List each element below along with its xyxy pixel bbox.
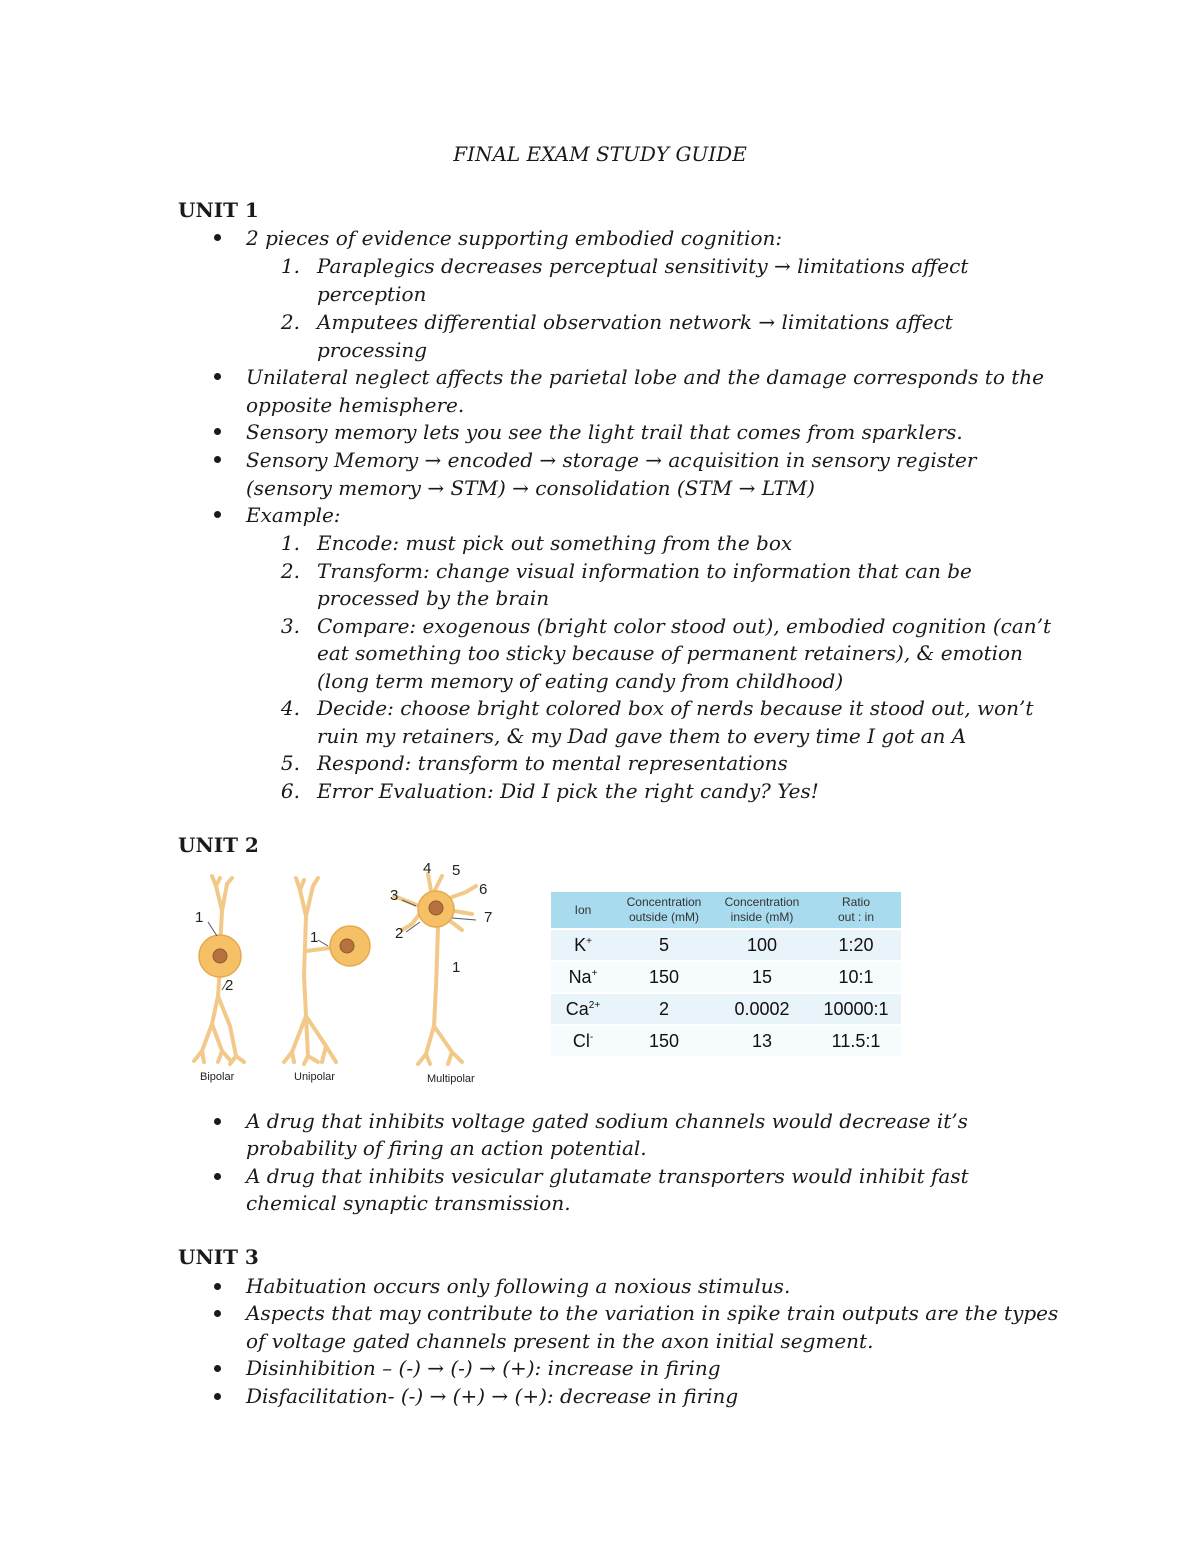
- unit1-bullet-4: Sensory Memory → encoded → storage → acquisition in sensory register: [246, 448, 977, 472]
- list-item-cont: perception: [317, 282, 427, 306]
- diagram-number: 1: [310, 929, 319, 946]
- table-cell: 150: [615, 961, 713, 993]
- list-item: Decide: choose bright colored box of nerds because it stood out, won’t: [317, 696, 1034, 720]
- diagram-number: 2: [395, 925, 404, 942]
- bullet-icon: [214, 1365, 221, 1372]
- bullet-icon: [214, 456, 221, 463]
- page-title: FINAL EXAM STUDY GUIDE: [453, 142, 747, 166]
- unit2-bullet-1: A drug that inhibits voltage gated sodium channels would decrease it’s: [246, 1109, 968, 1133]
- list-item-cont: processed by the brain: [317, 586, 550, 610]
- bullet-icon: [214, 1118, 221, 1125]
- unit1-bullet-1: 2 pieces of evidence supporting embodied cognition:: [246, 226, 783, 250]
- table-header-cell: Concentration outside (mM): [615, 892, 713, 929]
- table-header-row: [551, 892, 901, 929]
- list-item: Compare: exogenous (bright color stood out), embodied cognition (can’t: [317, 614, 1052, 638]
- table-cell: 10000:1: [811, 993, 901, 1025]
- list-item: Error Evaluation: Did I pick the right candy? Yes!: [317, 779, 819, 803]
- multipolar-neuron-illustration: [394, 874, 476, 1064]
- bullet-icon: [214, 1310, 221, 1317]
- table-cell-ion: $Ca^{2+}$: [551, 993, 615, 1025]
- unit2-bullet-1-cont: probability of firing an action potential.: [246, 1136, 647, 1160]
- table-cell: 5: [615, 929, 713, 961]
- unit3-bullet-4: Disfacilitation- (-) → (+) → (+): decrease in firing: [246, 1384, 739, 1408]
- unit1-bullet-4-cont: (sensory memory → STM) → consolidation (STM → LTM): [246, 476, 815, 500]
- table-row: [551, 1025, 901, 1056]
- list-number: 1.: [280, 531, 300, 555]
- list-number: 2.: [280, 559, 300, 583]
- neuron-types-diagram: [180, 856, 500, 1086]
- ion-concentration-table: [551, 892, 901, 1056]
- list-number: 1.: [280, 254, 300, 278]
- table-cell: 2: [615, 993, 713, 1025]
- unit1-bullet-2: Unilateral neglect affects the parietal lobe and the damage corresponds to the: [246, 365, 1044, 389]
- table-row: [551, 929, 901, 961]
- list-item-cont: ruin my retainers, & my Dad gave them to every time I got an A: [317, 724, 967, 748]
- diagram-number: 6: [479, 881, 488, 898]
- unit3-bullet-2: Aspects that may contribute to the variation in spike train outputs are the types: [246, 1301, 1059, 1325]
- unit1-bullet-2-cont: opposite hemisphere.: [246, 393, 465, 417]
- diagram-label-bipolar: Bipolar: [200, 1071, 235, 1083]
- table-cell: 13: [713, 1025, 811, 1056]
- table-cell: 10:1: [811, 961, 901, 993]
- unit-2-heading: UNIT 2: [178, 833, 259, 857]
- diagram-label-multipolar: Multipolar: [427, 1073, 475, 1085]
- list-item-cont: processing: [317, 338, 428, 362]
- table-header-cell: Ratio out : in: [811, 892, 901, 929]
- table-cell: 100: [713, 929, 811, 961]
- bullet-icon: [214, 511, 221, 518]
- diagram-label-unipolar: Unipolar: [294, 1071, 335, 1083]
- unit3-bullet-2-cont: of voltage gated channels present in the axon initial segment.: [246, 1329, 874, 1353]
- unit-3-heading: UNIT 3: [178, 1245, 259, 1269]
- unit-1-heading: UNIT 1: [178, 198, 259, 222]
- unipolar-neuron-illustration: [284, 878, 370, 1064]
- unit2-bullet-2: A drug that inhibits vesicular glutamate transporters would inhibit fast: [246, 1164, 969, 1188]
- diagram-number: 3: [390, 887, 399, 904]
- table-cell-ion: Cl-: [551, 1025, 615, 1056]
- list-item: Transform: change visual information to information that can be: [317, 559, 972, 583]
- bullet-icon: [214, 1173, 221, 1180]
- list-number: 4.: [280, 696, 300, 720]
- list-item: Paraplegics decreases perceptual sensitivity → limitations affect: [317, 254, 969, 278]
- table-cell: 11.5:1: [811, 1025, 901, 1056]
- list-number: 6.: [280, 779, 300, 803]
- bullet-icon: [214, 234, 221, 241]
- table-cell: 1:20: [811, 929, 901, 961]
- bullet-icon: [214, 1283, 221, 1290]
- diagram-number: 5: [452, 862, 461, 879]
- list-number: 5.: [280, 751, 300, 775]
- unit3-bullet-3: Disinhibition – (-) → (-) → (+): increase in firing: [246, 1356, 721, 1380]
- list-number: 2.: [280, 310, 300, 334]
- list-item: Amputees differential observation network → limitations affect: [317, 310, 953, 334]
- unit1-bullet-3: Sensory memory lets you see the light trail that comes from sparklers.: [246, 420, 963, 444]
- list-item: Encode: must pick out something from the box: [317, 531, 793, 555]
- list-item-cont: (long term memory of eating candy from childhood): [317, 669, 844, 693]
- diagram-number: 2: [225, 977, 234, 994]
- diagram-number: 1: [195, 909, 204, 926]
- table-row: [551, 961, 901, 993]
- table-cell: 0.0002: [713, 993, 811, 1025]
- diagram-number: 4: [423, 860, 432, 877]
- list-item: Respond: transform to mental representations: [317, 751, 788, 775]
- unit1-bullet-5: Example:: [246, 503, 341, 527]
- unit2-bullet-2-cont: chemical synaptic transmission.: [246, 1191, 571, 1215]
- table-header-cell: Ion: [551, 892, 615, 929]
- list-item-cont: eat something too sticky because of permanent retainers), & emotion: [317, 641, 1023, 665]
- bullet-icon: [214, 373, 221, 380]
- bullet-icon: [214, 428, 221, 435]
- list-number: 3.: [280, 614, 300, 638]
- diagram-number: 1: [452, 959, 461, 976]
- table-header-cell: Concentration inside (mM): [713, 892, 811, 929]
- table-cell-ion: Na+: [551, 961, 615, 993]
- diagram-number: 7: [484, 909, 493, 926]
- unit3-bullet-1: Habituation occurs only following a noxious stimulus.: [246, 1274, 791, 1298]
- table-row: [551, 993, 901, 1025]
- table-cell: 15: [713, 961, 811, 993]
- bullet-icon: [214, 1393, 221, 1400]
- bipolar-neuron-illustration: [194, 876, 244, 1064]
- table-cell: 150: [615, 1025, 713, 1056]
- table-cell-ion: K+: [551, 929, 615, 961]
